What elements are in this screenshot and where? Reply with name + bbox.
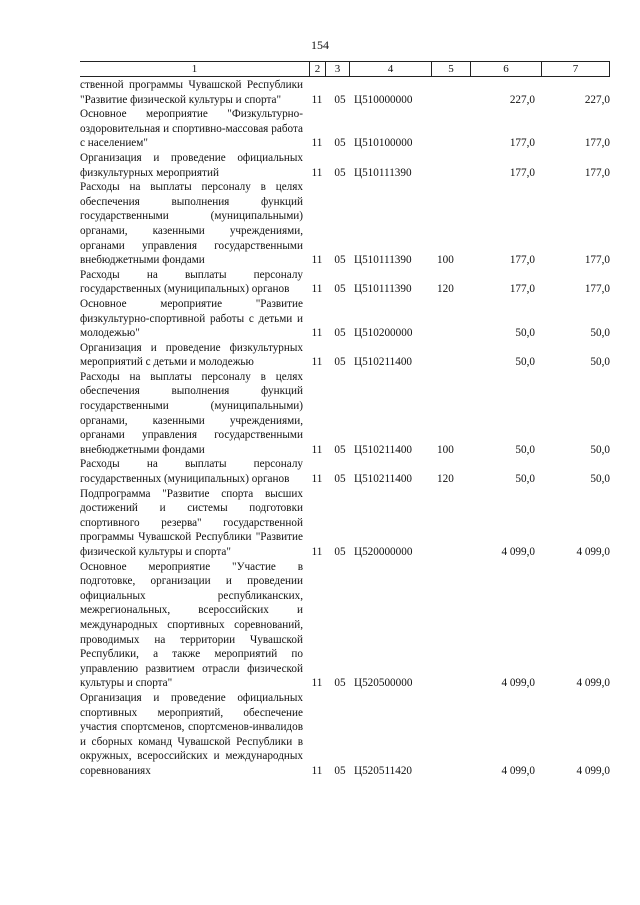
row-plan-amount: 4 099,0 — [501, 546, 535, 558]
row-approved-amount: 4 099,0 — [576, 546, 610, 558]
table-row — [80, 268, 610, 297]
table-row — [80, 691, 610, 779]
page-number: 154 — [311, 38, 329, 52]
row-target-code: Ц510100000 — [354, 137, 413, 150]
row-approved-amount: 4 099,0 — [576, 677, 610, 690]
row-description: Основное мероприятие "Физкультурно-оздоровительная и спортивно-массовая работа с населением" — [80, 108, 303, 150]
row-section: 11 — [311, 93, 323, 106]
row-subsection: 05 — [334, 546, 346, 558]
row-section: 11 — [311, 137, 323, 150]
row-description: Основное мероприятие "Развитие физкультурно-спортивной работы с детьми и молодежью" — [80, 297, 303, 340]
table-row — [80, 180, 610, 268]
row-subsection: 05 — [334, 356, 346, 369]
table-row — [80, 151, 610, 180]
row-target-code: Ц510200000 — [354, 327, 413, 340]
row-approved-amount: 50,0 — [590, 443, 610, 456]
row-approved-amount: 177,0 — [584, 166, 610, 179]
row-approved-amount: 177,0 — [584, 254, 610, 267]
row-description: Организация и проведение официальных спортивных мероприятий, обеспечение участия спортсменов, спортсменов-инвалидов и сборных команд Чувашской Республики в окружных, всероссийских и международных соревнованиях — [80, 691, 303, 777]
row-subsection: 05 — [334, 677, 346, 690]
row-approved-amount: 50,0 — [590, 473, 610, 486]
column-header-7: 7 — [541, 62, 610, 76]
row-target-code: Ц510211400 — [354, 443, 413, 456]
row-description: Расходы на выплаты персоналу в целях обеспечения выполнения функций государственными (муниципальными) органами, казенными учреждениями, органами управления государственными внебюджетными фондами — [80, 370, 303, 456]
row-target-code: Ц520000000 — [354, 546, 413, 558]
row-subsection: 05 — [334, 93, 346, 106]
row-approved-amount: 177,0 — [584, 137, 610, 150]
row-description: Расходы на выплаты персоналу в целях обеспечения выполнения функций государственными (муниципальными) органами, казенными учреждениями, органами управления государственными внебюджетными фондами — [80, 181, 303, 267]
row-plan-amount: 50,0 — [515, 356, 535, 369]
row-subsection: 05 — [334, 166, 346, 179]
row-subsection: 05 — [334, 473, 346, 486]
row-target-code: Ц510111390 — [354, 283, 412, 296]
row-expense-type: 120 — [437, 473, 454, 486]
table-column-header — [80, 61, 610, 77]
row-target-code: Ц510111390 — [354, 254, 412, 267]
row-plan-amount: 50,0 — [515, 473, 535, 486]
table-row — [80, 487, 610, 560]
table-row — [80, 297, 610, 341]
row-approved-amount: 50,0 — [590, 327, 610, 340]
column-header-5: 5 — [431, 62, 470, 76]
row-plan-amount: 50,0 — [515, 327, 535, 340]
row-subsection: 05 — [334, 283, 346, 296]
row-section: 11 — [311, 254, 323, 267]
row-plan-amount: 177,0 — [509, 283, 535, 296]
row-approved-amount: 4 099,0 — [576, 764, 610, 777]
row-target-code: Ц520500000 — [354, 677, 413, 690]
row-subsection: 05 — [334, 764, 346, 777]
row-expense-type: 100 — [437, 254, 454, 267]
row-description: Расходы на выплаты персоналу государственных (муниципальных) органов — [80, 458, 303, 486]
row-section: 11 — [311, 356, 323, 369]
row-description: Основное мероприятие "Участие в подготовке, организации и проведении официальных республиканских, межрегиональных, всероссийских и международных спортивных соревнований, проводимых на территории Чувашской Республики, а также мероприятий по управлению развитием отрасли физической культуры и спорта" — [80, 560, 303, 690]
row-description: Расходы на выплаты персоналу государственных (муниципальных) органов — [80, 268, 303, 296]
row-section: 11 — [311, 546, 323, 558]
table-row — [80, 341, 610, 370]
table-row — [80, 560, 610, 691]
row-section: 11 — [311, 166, 323, 179]
row-target-code: Ц510000000 — [354, 93, 413, 106]
row-expense-type: 120 — [437, 283, 454, 296]
row-subsection: 05 — [334, 137, 346, 150]
row-target-code: Ц510111390 — [354, 166, 412, 179]
budget-table — [80, 78, 610, 779]
row-section: 11 — [311, 677, 323, 690]
row-approved-amount: 177,0 — [584, 283, 610, 296]
row-subsection: 05 — [334, 443, 346, 456]
column-header-4: 4 — [349, 62, 431, 76]
row-target-code: Ц520511420 — [354, 764, 413, 777]
row-description: Подпрограмма "Развитие спорта высших достижений и системы подготовки спортивного резерва" государственной программы Чувашской Республики "Развитие физической культуры и спорта" — [80, 487, 303, 558]
row-subsection: 05 — [334, 327, 346, 340]
row-plan-amount: 50,0 — [515, 443, 535, 456]
column-header-2: 2 — [309, 62, 325, 76]
row-approved-amount: 227,0 — [584, 93, 610, 106]
row-section: 11 — [311, 473, 323, 486]
row-expense-type: 100 — [437, 443, 454, 456]
row-section: 11 — [311, 443, 323, 456]
table-row — [80, 107, 610, 151]
row-plan-amount: 227,0 — [509, 93, 535, 106]
column-header-1: 1 — [191, 63, 198, 75]
row-plan-amount: 4 099,0 — [501, 764, 535, 777]
table-row — [80, 370, 610, 458]
table-row — [80, 78, 610, 107]
column-header-6: 6 — [470, 62, 541, 76]
row-target-code: Ц510211400 — [354, 473, 413, 486]
row-plan-amount: 177,0 — [509, 254, 535, 267]
row-plan-amount: 177,0 — [509, 137, 535, 150]
row-target-code: Ц510211400 — [354, 356, 413, 369]
row-section: 11 — [311, 764, 323, 777]
row-approved-amount: 50,0 — [590, 356, 610, 369]
table-row — [80, 457, 610, 486]
row-description: Организация и проведение официальных физкультурных мероприятий — [80, 151, 303, 179]
row-subsection: 05 — [334, 254, 346, 267]
row-description: ственной программы Чувашской Республики "Развитие физической культуры и спорта" — [80, 79, 303, 106]
row-section: 11 — [311, 327, 323, 340]
row-plan-amount: 177,0 — [509, 166, 535, 179]
column-header-3: 3 — [325, 62, 349, 76]
row-section: 11 — [311, 283, 323, 296]
row-description: Организация и проведение физкультурных мероприятий с детьми и молодежью — [80, 341, 303, 369]
row-plan-amount: 4 099,0 — [501, 677, 535, 690]
